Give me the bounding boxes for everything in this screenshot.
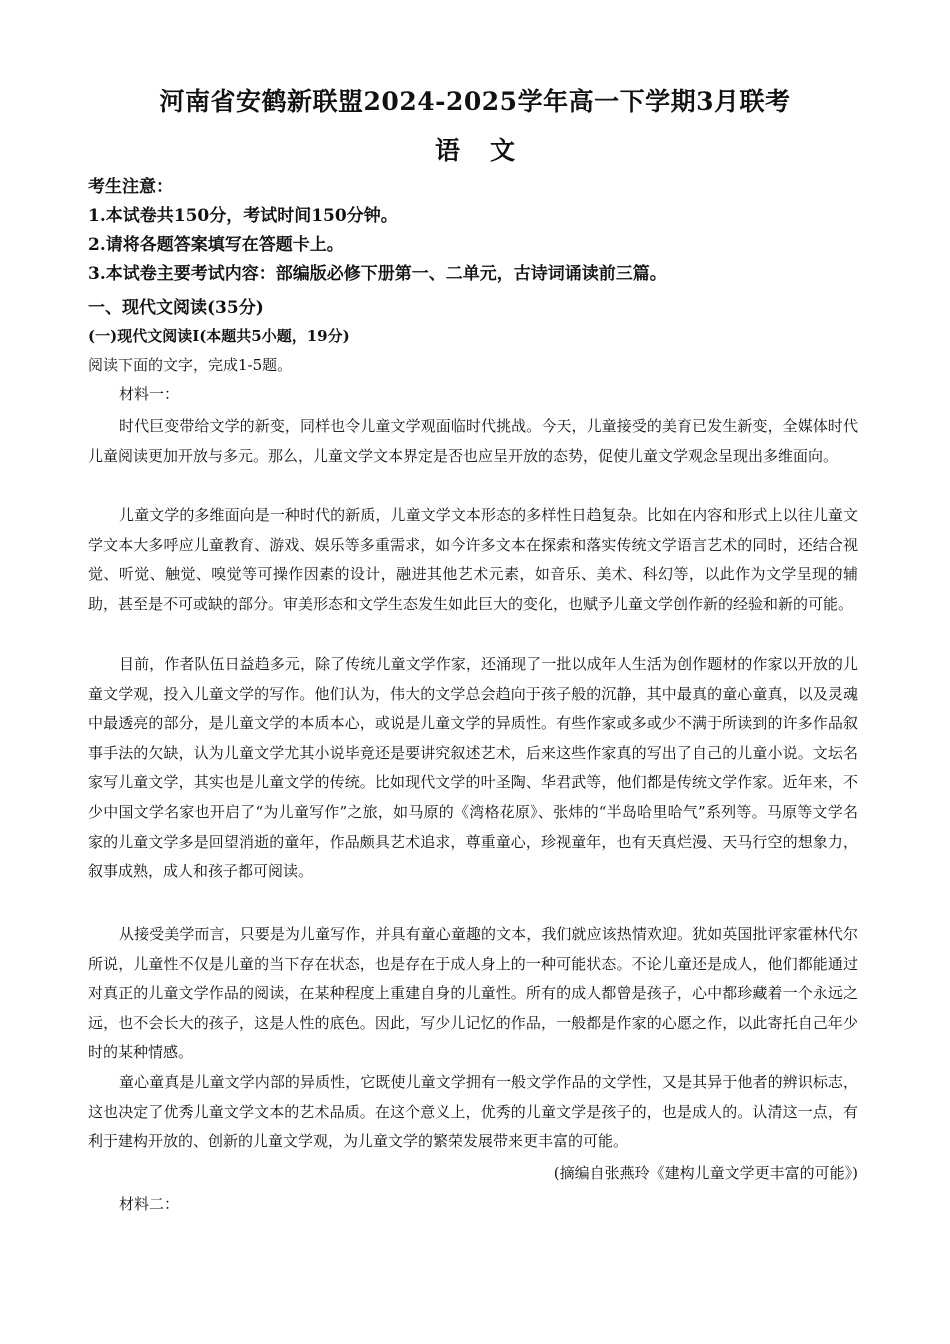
paragraph: 时代巨变带给文学的新变，同样也令儿童文学观面临时代挑战。今天，儿童接受的美育已发生新变，全媒体时代儿童阅读更加开放与多元。那么，儿童文学文本界定是否也应呈开放的态势，促使儿童文学观念呈现出多维面向。 — [88, 417, 858, 465]
paragraph: 目前，作者队伍日益趋多元，除了传统儿童文学作家，还涌现了一批以成年人生活为创作题材的作家以开放的儿童文学观，投入儿童文学的写作。他们认为，伟大的文学总会趋向于孩子般的沉静，其中最真的童心童真，以及灵魂中最透亮的部分，是儿童文学的本质本心，或说是儿童文学的异质性。有些作家或多或少不满于所读到的许多作品叙事手法的欠缺，认为儿童文学尤其小说毕竟还是要讲究叙述艺术，后来这些作家真的写出了自己的儿童小说。文坛名家写儿童文学，其实也是儿童文学的传统。比如现代文学的叶圣陶、华君武等，他们都是传统文学作家。近年来，不少中国文学名家也开启了“为儿童写作”之旅，如马原的《湾格花原》、张炜的“半岛哈里哈气”系列等。马原等文学名家的儿童文学多是回望消逝的童年，作品颇具艺术追求，尊重童心，珍视童年，也有天真烂漫、天马行空的想象力，叙事成熟，成人和孩子都可阅读。 — [88, 655, 858, 881]
paragraph: 儿童文学的多维面向是一种时代的新质，儿童文学文本形态的多样性日趋复杂。比如在内容和形式上以往儿童文学文本大多呼应儿童教育、游戏、娱乐等多重需求，如今许多文本在探索和落实传统文学语言艺术的同时，还结合视觉、听觉、触觉、嗅觉等可操作因素的设计，融进其他艺术元素，如音乐、美术、科幻等，以此作为文学呈现的辅助，甚至是不可或缺的部分。审美形态和文学生态发生如此巨大的变化，也赋予儿童文学创作新的经验和新的可能。 — [88, 506, 858, 613]
notice-heading: 考生注意： — [88, 177, 173, 197]
notice-item: 3.本试卷主要考试内容：部编版必修下册第一、二单元，古诗词诵读前三篇。 — [88, 264, 667, 284]
section-heading: 一、现代文阅读(35分) — [88, 298, 264, 318]
source-citation: (摘编自张燕玲《建构儿童文学更丰富的可能》) — [553, 1164, 858, 1182]
exam-title: 河南省安鹤新联盟2024-2025学年高一下学期3月联考 — [159, 87, 791, 116]
material-two-label: 材料二： — [119, 1195, 180, 1213]
paragraph: 从接受美学而言，只要是为儿童写作，并具有童心童趣的文本，我们就应该热情欢迎。犹如英国批评家霍林代尔所说，儿童性不仅是儿童的当下存在状态，也是存在于成人身上的一种可能状态。不论儿童还是成人，他们都能通过对真正的儿童文学作品的阅读，在某种程度上重建自身的儿童性。所有的成人都曾是孩子，心中都珍藏着一个永远之远，也不会长大的孩子，这是人性的底色。因此，写少儿记忆的作品，一般都是作家的心愿之作，以此寄托自己年少时的某种情感。 — [88, 925, 858, 1062]
reading-instruction: 阅读下面的文字，完成1-5题。 — [88, 356, 293, 374]
paragraph: 童心童真是儿童文学内部的异质性，它既使儿童文学拥有一般文学作品的文学性，又是其异于他者的辨识标志，这也决定了优秀儿童文学文本的艺术品质。在这个意义上，优秀的儿童文学是孩子的，也是成人的。认清这一点，有利于建构开放的、创新的儿童文学观，为儿童文学的繁荣发展带来更丰富的可能。 — [88, 1073, 858, 1151]
notice-item: 1.本试卷共150分，考试时间150分钟。 — [88, 206, 398, 226]
notice-block — [88, 173, 888, 289]
notice-item: 2.请将各题答案填写在答题卡上。 — [88, 235, 344, 255]
material-one-label: 材料一： — [119, 385, 180, 403]
subject-title: 语文 — [434, 136, 545, 165]
subsection-heading: (一)现代文阅读Ⅰ(本题共5小题，19分) — [88, 327, 350, 345]
